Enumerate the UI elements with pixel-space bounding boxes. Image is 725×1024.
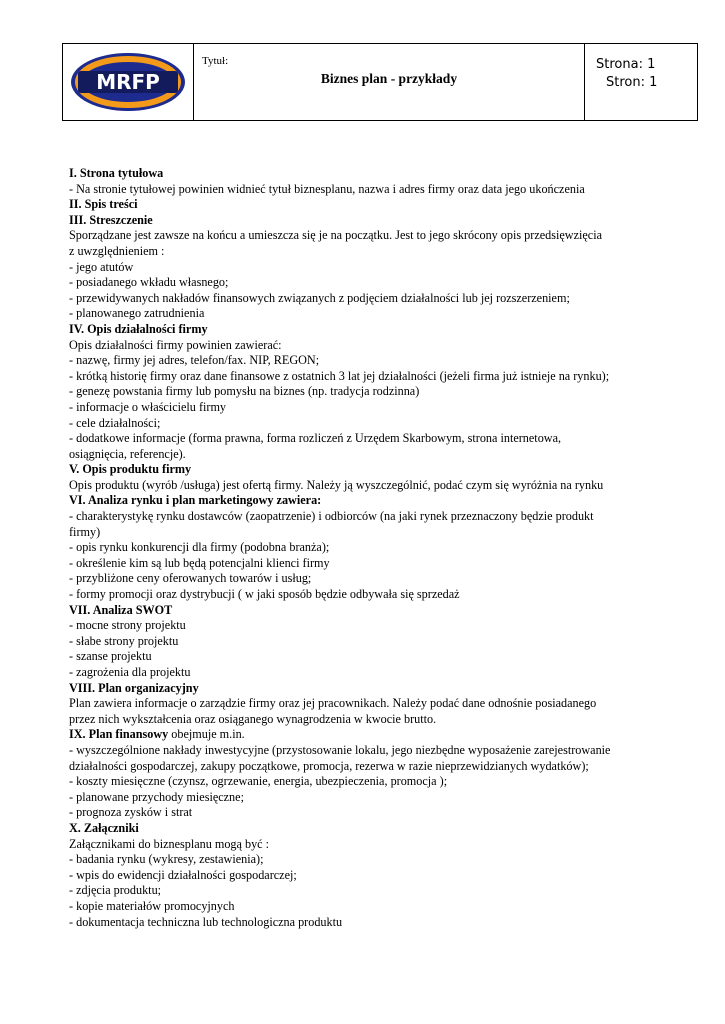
body-text: - prognoza zysków i strat <box>69 805 193 820</box>
body-text: - Na stronie tytułowej powinien widnieć tytuł biznesplanu, nazwa i adres firmy oraz data jego ukończenia <box>69 181 585 196</box>
title-label: Tytuł: <box>202 55 229 67</box>
body-text-line <box>69 774 679 790</box>
body-text: - przybliżone ceny oferowanych towarów i usług; <box>69 571 312 586</box>
body-text-line <box>69 260 679 276</box>
body-text-line <box>69 634 679 650</box>
section-heading-line <box>69 462 679 478</box>
document-header <box>62 43 698 121</box>
body-text: firmy) <box>69 524 101 539</box>
body-text-line <box>69 571 679 587</box>
body-text: - krótką historię firmy oraz dane finansowe z ostatnich 3 lat jej działalności (jeżeli firma już istnieje na rynku); <box>69 368 610 383</box>
body-text: - zdjęcia produktu; <box>69 883 162 898</box>
document-title: Biznes plan - przykłady <box>320 71 458 86</box>
section-heading-line <box>69 493 679 509</box>
body-text-line <box>69 244 679 260</box>
body-text: - słabe strony projektu <box>69 633 179 648</box>
section-heading: V. Opis produktu firmy <box>69 462 192 477</box>
section-heading: IV. Opis działalności firmy <box>69 321 208 336</box>
section-heading: X. Załączniki <box>69 820 139 835</box>
body-text: - dodatkowe informacje (forma prawna, forma rozliczeń z Urzędem Skarbowym, strona internetowa, <box>69 431 562 446</box>
body-text-line <box>69 228 679 244</box>
page-count: Stron: 1 <box>606 75 658 90</box>
section-heading: III. Streszczenie <box>69 212 153 227</box>
section-heading-line <box>69 727 679 743</box>
body-text-line <box>69 384 679 400</box>
body-text: - charakterystykę rynku dostawców (zaopatrzenie) i odbiorców (na jaki rynek przeznaczony będzie produkt <box>69 509 594 524</box>
mrfp-logo <box>68 51 188 113</box>
body-text: - kopie materiałów promocyjnych <box>69 898 235 913</box>
body-text-line <box>69 899 679 915</box>
body-text: Załącznikami do biznesplanu mogą być : <box>69 836 270 851</box>
body-text: - przewidywanych nakładów finansowych związanych z podjęciem działalności lub jej rozszerzeniem; <box>69 290 570 305</box>
body-text: działalności gospodarczej, zakupy początkowe, promocja, rezerwa w razie nieprzewidzianych wydatków); <box>69 758 589 773</box>
body-text-line <box>69 275 679 291</box>
section-heading: IX. Plan finansowy <box>69 727 169 742</box>
logo-cell <box>63 44 194 120</box>
section-heading: I. Strona tytułowa <box>69 166 164 180</box>
body-text: - wpis do ewidencji działalności gospodarczej; <box>69 867 297 882</box>
body-text: osiągnięcia, referencje). <box>69 446 186 461</box>
body-text-line <box>69 431 679 447</box>
body-text: - określenie kim są lub będą potencjalni klienci firmy <box>69 555 330 570</box>
body-text-line <box>69 852 679 868</box>
body-text: - cele działalności; <box>69 415 161 430</box>
section-heading: VI. Analiza rynku i plan marketingowy zawiera: <box>69 493 322 508</box>
body-text-line <box>69 540 679 556</box>
body-text: Plan zawiera informacje o zarządzie firmy oraz jej pracownikach. Należy podać dane odnośnie posiadanego <box>69 696 597 711</box>
body-text-line <box>69 696 679 712</box>
body-text: Sporządzane jest zawsze na końcu a umieszcza się je na początku. Jest to jego skrócony opis przedsięwzięcia <box>69 228 602 243</box>
body-text: - nazwę, firmy jej adres, telefon/fax. NIP, REGON; <box>69 353 320 368</box>
page-number: Strona: 1 <box>596 57 656 72</box>
title-cell <box>194 44 585 120</box>
body-text: - zagrożenia dla projektu <box>69 665 191 679</box>
body-text: - planowanego zatrudnienia <box>69 306 205 321</box>
section-heading-line <box>69 197 679 213</box>
body-text-line <box>69 883 679 899</box>
body-text: - wyszczególnione nakłady inwestycyjne (przystosowanie lokalu, jego niezbędne wyposażenie zarejestrowanie <box>69 742 611 757</box>
body-text-line <box>69 915 679 931</box>
body-text-line <box>69 556 679 572</box>
body-text: - koszty miesięczne (czynsz, ogrzewanie, energia, ubezpieczenia, promocja ); <box>69 774 448 789</box>
body-text: - formy promocji oraz dystrybucji ( w jaki sposób będzie odbywała się sprzedaż <box>69 587 460 602</box>
document-body <box>69 166 679 930</box>
section-heading: II. Spis treści <box>69 197 138 212</box>
body-text: - planowane przychody miesięczne; <box>69 789 244 804</box>
section-heading-line <box>69 821 679 837</box>
body-text-line <box>69 478 679 494</box>
body-text: przez nich wykształcenia oraz osiąganego wynagrodzenia w kwocie brutto. <box>69 711 437 726</box>
body-text: - jego atutów <box>69 259 134 274</box>
body-text-line <box>69 712 679 728</box>
body-text-line <box>69 447 679 463</box>
body-text-line <box>69 743 679 759</box>
body-text: - mocne strony projektu <box>69 618 186 633</box>
body-text-line <box>69 338 679 354</box>
body-text-line <box>69 416 679 432</box>
body-text-line <box>69 759 679 775</box>
body-text-line <box>69 369 679 385</box>
body-text-line <box>69 306 679 322</box>
section-heading: VIII. Plan organizacyjny <box>69 680 199 695</box>
section-heading-line <box>69 322 679 338</box>
body-text: Opis produktu (wyrób /usługa) jest ofertą firmy. Należy ją wyszczególnić, podać czym się wyróżnia na rynku <box>69 477 604 492</box>
section-heading-line <box>69 603 679 619</box>
body-text: - dokumentacja techniczna lub technologiczna produktu <box>69 914 343 929</box>
body-text: obejmuje m.in. <box>168 727 245 742</box>
body-text: Opis działalności firmy powinien zawierać: <box>69 337 282 352</box>
body-text-line <box>69 618 679 634</box>
body-text: z uwzględnieniem : <box>69 243 165 258</box>
body-text-line <box>69 291 679 307</box>
body-text-line <box>69 587 679 603</box>
body-text-line <box>69 509 679 525</box>
body-text-line <box>69 837 679 853</box>
body-text-line <box>69 182 679 198</box>
body-text: - szanse projektu <box>69 649 152 664</box>
logo-text: MRFP <box>96 70 160 94</box>
section-heading: VII. Analiza SWOT <box>69 602 173 617</box>
body-text-line <box>69 805 679 821</box>
page-number-cell <box>585 44 697 120</box>
body-text-line <box>69 353 679 369</box>
body-text-line <box>69 665 679 681</box>
body-text: - badania rynku (wykresy, zestawienia); <box>69 852 264 867</box>
body-text: - informacje o właścicielu firmy <box>69 399 227 414</box>
body-text-line <box>69 525 679 541</box>
body-text-line <box>69 400 679 416</box>
body-text: - posiadanego wkładu własnego; <box>69 275 229 290</box>
section-heading-line <box>69 166 679 182</box>
section-heading-line <box>69 213 679 229</box>
body-text: - opis rynku konkurencji dla firmy (podobna branża); <box>69 540 330 555</box>
section-heading-line <box>69 681 679 697</box>
body-text: - genezę powstania firmy lub pomysłu na biznes (np. tradycja rodzinna) <box>69 384 420 399</box>
body-text-line <box>69 868 679 884</box>
body-text-line <box>69 649 679 665</box>
body-text-line <box>69 790 679 806</box>
